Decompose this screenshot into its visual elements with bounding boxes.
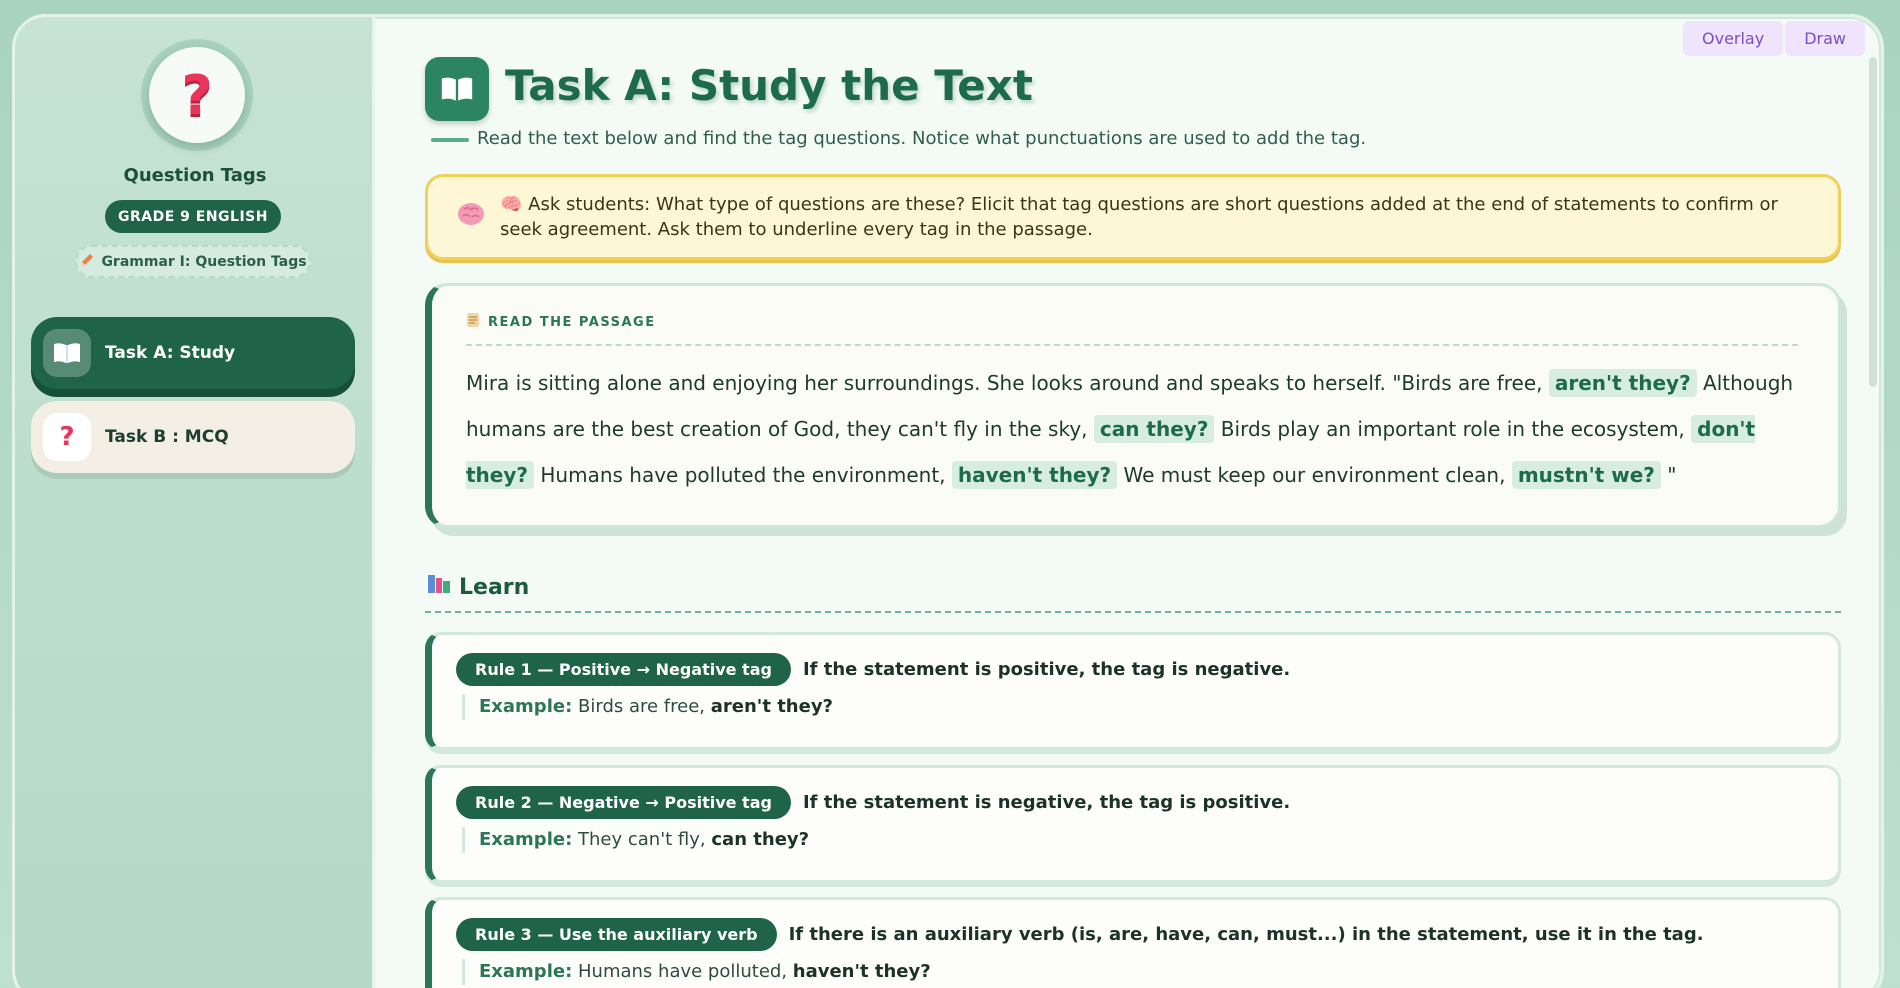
teacher-note	[425, 174, 1841, 260]
question-tag: aren't they?	[1549, 369, 1697, 397]
sidebar-item-label: Task A: Study	[105, 343, 236, 363]
rule-card	[425, 897, 1841, 988]
sidebar	[15, 17, 375, 988]
teacher-note-text: 🧠 Ask students: What type of questions are these? Elicit that tag questions are short questions added at the end of statements to confirm or seek agreement. Ask them to underline every tag in the passage.	[500, 194, 1778, 240]
passage-segment: Mira is sitting alone and enjoying her surroundings. She looks around and speaks to herself. "Birds are free,	[466, 371, 1549, 395]
rule-pill: Rule 2 — Negative → Positive tag	[456, 786, 791, 819]
question-tag: can they?	[1094, 415, 1215, 443]
question-mark-icon: ?	[181, 63, 213, 127]
draw-button[interactable]: Draw	[1785, 21, 1865, 56]
sidebar-item-label: Task B : MCQ	[105, 427, 229, 447]
page-title: Task A: Study the Text	[505, 61, 1033, 110]
question-tag: mustn't we?	[1512, 461, 1661, 489]
example-tag: can they?	[711, 829, 810, 850]
app-frame	[12, 14, 1884, 988]
example-label: Example:	[479, 829, 573, 850]
pencil-icon	[79, 252, 95, 272]
rule-example	[462, 827, 1838, 853]
toolbar	[1683, 21, 1865, 56]
rule-pill: Rule 3 — Use the auxiliary verb	[456, 918, 777, 951]
rule-card	[425, 632, 1841, 750]
book-icon	[425, 57, 489, 121]
passage-segment: Birds play an important role in the ecosystem,	[1214, 417, 1692, 441]
topic-chip	[75, 245, 311, 278]
example-tag: aren't they?	[710, 696, 833, 717]
books-icon	[427, 573, 451, 601]
grade-badge: GRADE 9 ENGLISH	[105, 200, 281, 233]
logo-badge	[149, 47, 245, 143]
passage-segment: We must keep our environment clean,	[1117, 463, 1512, 487]
example-text: Humans have polluted,	[578, 961, 788, 982]
example-text: Birds are free,	[578, 696, 706, 717]
rule-description: If there is an auxiliary verb (is, are, have, can, must...) in the statement, use it in the tag.	[788, 924, 1704, 945]
book-icon	[43, 329, 91, 377]
passage-card	[425, 283, 1841, 528]
page-subtitle: Read the text below and find the tag questions. Notice what punctuations are used to add the tag.	[477, 128, 1367, 149]
example-label: Example:	[479, 961, 573, 982]
sidebar-title: Question Tags	[123, 165, 267, 186]
passage-text	[466, 360, 1808, 498]
scroll-icon	[466, 312, 480, 332]
rule-description: If the statement is positive, the tag is negative.	[802, 659, 1291, 680]
example-tag: haven't they?	[792, 961, 931, 982]
sidebar-item-task-a[interactable]	[31, 317, 355, 389]
rule-example	[462, 694, 1838, 720]
main-content	[375, 17, 1881, 988]
passage-segment: "	[1660, 463, 1677, 487]
example-label: Example:	[479, 696, 573, 717]
rule-example	[462, 959, 1838, 985]
sidebar-item-task-b[interactable]	[31, 401, 355, 473]
logo	[141, 39, 253, 151]
question-tag: don't they?	[466, 417, 1756, 487]
example-text: They can't fly,	[578, 829, 706, 850]
passage-heading-label: READ THE PASSAGE	[488, 314, 656, 330]
passage-segment: Although humans are the best creation of God, they can't fly in the sky,	[466, 371, 1794, 441]
overlay-button[interactable]: Overlay	[1683, 21, 1783, 56]
subtitle-accent	[431, 138, 469, 142]
learn-heading	[427, 573, 529, 601]
learn-heading-label: Learn	[459, 574, 530, 600]
passage-segment: Humans have polluted the environment,	[534, 463, 952, 487]
rule-pill: Rule 1 — Positive → Negative tag	[456, 653, 791, 686]
topic-label: Grammar I: Question Tags	[101, 253, 307, 270]
brain-icon	[456, 201, 486, 234]
rule-description: If the statement is negative, the tag is positive.	[802, 792, 1291, 813]
learn-divider	[425, 611, 1841, 613]
scrollbar[interactable]	[1869, 57, 1877, 387]
question-icon: ?	[43, 413, 91, 461]
question-tag: haven't they?	[952, 461, 1117, 489]
passage-heading	[466, 312, 1798, 346]
rule-card	[425, 765, 1841, 883]
